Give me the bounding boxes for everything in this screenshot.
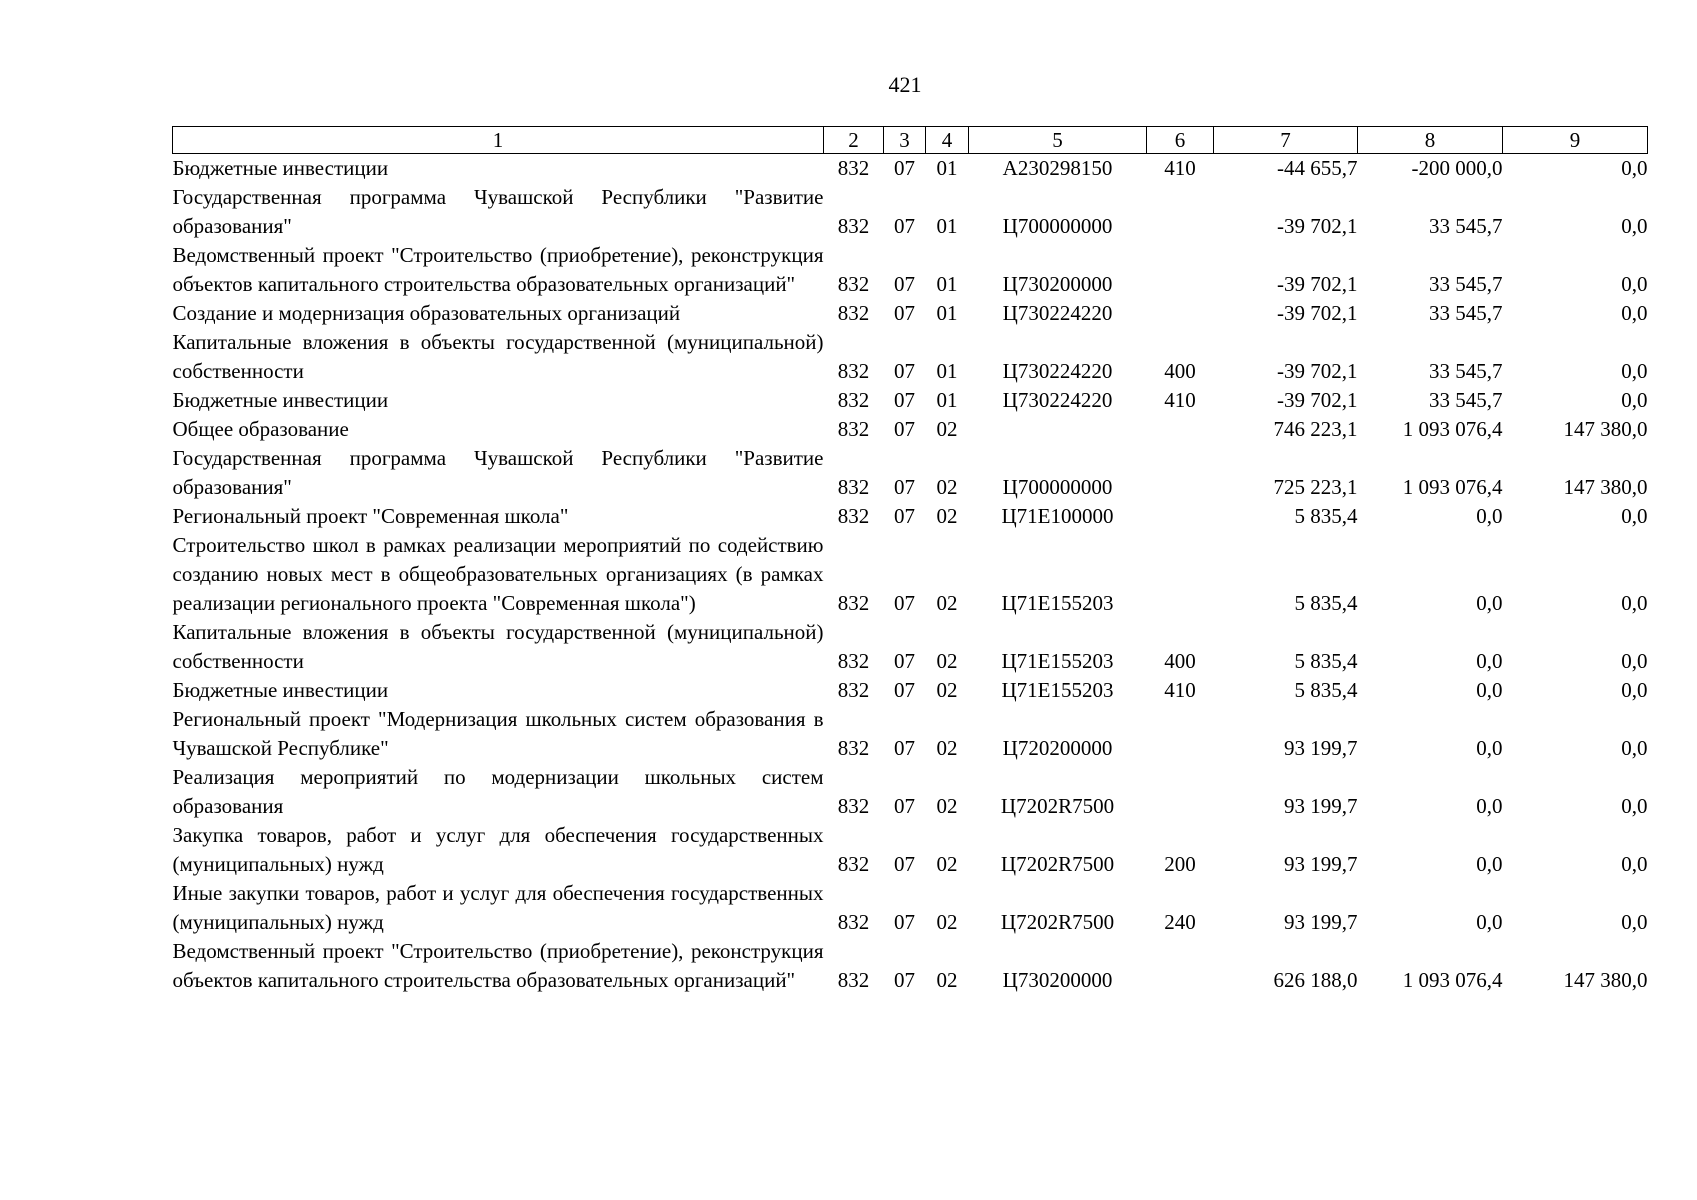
row-target-item: Ц7202R7500 <box>1000 910 1115 934</box>
row-description: Региональный проект "Модернизация школьных систем образования в Чувашской Республике" <box>172 707 824 760</box>
row-target-item: Ц71Е100000 <box>1001 504 1114 528</box>
row-expense-type: 400 <box>1164 359 1196 383</box>
row-code-section: 07 <box>894 156 915 180</box>
row-amount-8: 0,0 <box>1476 678 1503 702</box>
row-expense-type <box>1147 502 1214 531</box>
row-amount-7: 93 199,7 <box>1284 852 1358 876</box>
row-expense-type <box>1147 241 1214 299</box>
row-code-ministry: 832 <box>837 736 870 760</box>
row-code-section: 07 <box>894 388 915 412</box>
row-description: Строительство школ в рамках реализации мероприятий по содействию созданию новых мест в общеобразовательных организациях (в рамках реализации регионального проекта "Современная школа") <box>172 533 824 615</box>
row-target-item: Ц7202R7500 <box>1000 794 1115 818</box>
row-code-subsection: 02 <box>936 678 958 702</box>
row-code-section: 07 <box>894 910 915 934</box>
row-amount-8: 1 093 076,4 <box>1402 968 1503 992</box>
row-code-subsection: 02 <box>936 968 958 992</box>
row-description: Государственная программа Чувашской Республики "Развитие образования" <box>172 185 824 238</box>
row-code-ministry: 832 <box>837 301 870 325</box>
row-code-ministry: 832 <box>837 968 870 992</box>
table-row <box>173 386 1648 415</box>
row-description: Ведомственный проект "Строительство (приобретение), реконструкция объектов капитального строительства образовательных организаций" <box>172 939 824 992</box>
row-description: Капитальные вложения в объекты государственной (муниципальной) собственности <box>172 620 824 673</box>
row-target-item: Ц730224220 <box>1002 388 1113 412</box>
row-amount-7: -39 702,1 <box>1277 359 1358 383</box>
row-code-ministry: 832 <box>837 388 870 412</box>
row-code-subsection: 01 <box>936 214 958 238</box>
row-description: Закупка товаров, работ и услуг для обеспечения государственных (муниципальных) нужд <box>172 823 824 876</box>
row-amount-7: 5 835,4 <box>1294 504 1358 528</box>
row-expense-type <box>1147 183 1214 241</box>
row-expense-type: 240 <box>1164 910 1196 934</box>
row-code-subsection: 01 <box>936 156 958 180</box>
row-target-item: Ц730224220 <box>1002 359 1113 383</box>
table-row <box>173 328 1648 386</box>
row-amount-8: 33 545,7 <box>1429 214 1503 238</box>
row-code-subsection: 01 <box>936 272 958 296</box>
header-row <box>173 127 1648 154</box>
table-row <box>173 618 1648 676</box>
row-amount-8: 33 545,7 <box>1429 272 1503 296</box>
table-row <box>173 879 1648 937</box>
row-code-section: 07 <box>894 475 915 499</box>
row-expense-type <box>1147 444 1214 502</box>
table-row <box>173 821 1648 879</box>
row-description: Региональный проект "Современная школа" <box>172 504 569 528</box>
row-code-ministry: 832 <box>837 591 870 615</box>
column-header-8: 8 <box>1358 127 1503 154</box>
row-amount-7: 5 835,4 <box>1294 649 1358 673</box>
row-amount-9: 0,0 <box>1621 852 1648 876</box>
row-code-section: 07 <box>894 214 915 238</box>
row-amount-9: 0,0 <box>1621 156 1648 180</box>
row-code-subsection: 02 <box>936 475 958 499</box>
row-amount-9: 0,0 <box>1621 794 1648 818</box>
row-amount-7: 93 199,7 <box>1284 736 1358 760</box>
row-amount-7: 93 199,7 <box>1284 794 1358 818</box>
row-code-ministry: 832 <box>837 504 870 528</box>
row-description: Создание и модернизация образовательных организаций <box>172 301 681 325</box>
row-amount-7: -39 702,1 <box>1277 388 1358 412</box>
row-target-item: Ц7202R7500 <box>1000 852 1115 876</box>
row-amount-8: 1 093 076,4 <box>1402 475 1503 499</box>
row-code-ministry: 832 <box>837 649 870 673</box>
row-code-section: 07 <box>894 359 915 383</box>
row-code-section: 07 <box>894 504 915 528</box>
row-expense-type: 410 <box>1164 388 1196 412</box>
row-target-item: Ц730200000 <box>1002 272 1113 296</box>
row-target-item: Ц71Е155203 <box>1001 649 1114 673</box>
row-amount-7: -39 702,1 <box>1277 301 1358 325</box>
table-row <box>173 937 1648 995</box>
row-description: Бюджетные инвестиции <box>172 678 389 702</box>
row-code-subsection: 01 <box>936 359 958 383</box>
row-target-item: Ц71Е155203 <box>1001 678 1114 702</box>
table-row <box>173 444 1648 502</box>
row-code-subsection: 02 <box>936 736 958 760</box>
row-amount-8: 33 545,7 <box>1429 388 1503 412</box>
row-target-item: Ц700000000 <box>1002 214 1113 238</box>
row-description: Бюджетные инвестиции <box>172 388 389 412</box>
row-code-subsection: 02 <box>936 591 958 615</box>
row-amount-7: -39 702,1 <box>1277 272 1358 296</box>
row-amount-8: 0,0 <box>1476 910 1503 934</box>
table-row <box>173 705 1648 763</box>
row-code-ministry: 832 <box>837 852 870 876</box>
row-code-section: 07 <box>894 301 915 325</box>
row-code-subsection: 02 <box>936 649 958 673</box>
row-code-subsection: 02 <box>936 910 958 934</box>
row-expense-type <box>1147 705 1214 763</box>
row-description: Иные закупки товаров, работ и услуг для обеспечения государственных (муниципальных) нужд <box>172 881 824 934</box>
table-row <box>173 502 1648 531</box>
row-expense-type <box>1147 299 1214 328</box>
row-code-section: 07 <box>894 736 915 760</box>
row-code-subsection: 01 <box>936 388 958 412</box>
row-target-item: Ц730224220 <box>1002 301 1113 325</box>
row-amount-7: 746 223,1 <box>1273 417 1358 441</box>
column-header-2: 2 <box>824 127 884 154</box>
row-amount-9: 147 380,0 <box>1563 968 1648 992</box>
row-code-ministry: 832 <box>837 272 870 296</box>
row-amount-8: 1 093 076,4 <box>1402 417 1503 441</box>
row-code-section: 07 <box>894 794 915 818</box>
table-row <box>173 154 1648 184</box>
table-row <box>173 183 1648 241</box>
page-number: 421 <box>888 72 922 97</box>
row-code-subsection: 01 <box>936 301 958 325</box>
table-row <box>173 531 1648 618</box>
row-target-item: Ц730200000 <box>1002 968 1113 992</box>
row-amount-9: 0,0 <box>1621 736 1648 760</box>
row-expense-type <box>1147 415 1214 444</box>
row-amount-9: 147 380,0 <box>1563 475 1648 499</box>
table-body <box>173 154 1648 996</box>
row-amount-9: 0,0 <box>1621 359 1648 383</box>
row-code-subsection: 02 <box>936 852 958 876</box>
column-header-7: 7 <box>1214 127 1358 154</box>
budget-table <box>172 126 1648 995</box>
row-amount-8: 0,0 <box>1476 736 1503 760</box>
row-target-item: А230298150 <box>1002 156 1113 180</box>
row-amount-8: 33 545,7 <box>1429 359 1503 383</box>
row-description: Бюджетные инвестиции <box>172 156 389 180</box>
row-description: Реализация мероприятий по модернизации школьных систем образования <box>172 765 824 818</box>
row-description: Ведомственный проект "Строительство (приобретение), реконструкция объектов капитального строительства образовательных организаций" <box>172 243 824 296</box>
column-header-6: 6 <box>1147 127 1214 154</box>
row-expense-type: 410 <box>1164 678 1196 702</box>
row-expense-type: 400 <box>1164 649 1196 673</box>
row-amount-9: 0,0 <box>1621 910 1648 934</box>
row-amount-7: -44 655,7 <box>1277 156 1358 180</box>
row-code-ministry: 832 <box>837 417 870 441</box>
row-code-subsection: 02 <box>936 417 958 441</box>
row-description: Государственная программа Чувашской Республики "Развитие образования" <box>172 446 824 499</box>
row-expense-type <box>1147 763 1214 821</box>
row-amount-9: 0,0 <box>1621 678 1648 702</box>
row-description: Капитальные вложения в объекты государственной (муниципальной) собственности <box>172 330 824 383</box>
row-amount-9: 0,0 <box>1621 504 1648 528</box>
row-amount-7: -39 702,1 <box>1277 214 1358 238</box>
column-header-4: 4 <box>926 127 969 154</box>
row-amount-8: 0,0 <box>1476 649 1503 673</box>
row-amount-7: 5 835,4 <box>1294 591 1358 615</box>
row-expense-type <box>1147 937 1214 995</box>
column-header-1: 1 <box>173 127 824 154</box>
row-expense-type: 200 <box>1164 852 1196 876</box>
table-row <box>173 241 1648 299</box>
row-amount-8: 0,0 <box>1476 591 1503 615</box>
row-amount-8: 33 545,7 <box>1429 301 1503 325</box>
row-amount-9: 0,0 <box>1621 388 1648 412</box>
row-amount-8: 0,0 <box>1476 504 1503 528</box>
table-row <box>173 763 1648 821</box>
row-amount-9: 0,0 <box>1621 649 1648 673</box>
row-target-item <box>969 415 1147 444</box>
row-code-ministry: 832 <box>837 910 870 934</box>
row-code-section: 07 <box>894 417 915 441</box>
row-amount-7: 626 188,0 <box>1273 968 1358 992</box>
row-amount-9: 147 380,0 <box>1563 417 1648 441</box>
row-code-section: 07 <box>894 591 915 615</box>
row-expense-type: 410 <box>1164 156 1196 180</box>
row-amount-8: 0,0 <box>1476 794 1503 818</box>
table-row <box>173 676 1648 705</box>
row-amount-8: -200 000,0 <box>1411 156 1503 180</box>
row-code-section: 07 <box>894 852 915 876</box>
row-code-ministry: 832 <box>837 156 870 180</box>
row-amount-7: 5 835,4 <box>1294 678 1358 702</box>
row-expense-type <box>1147 531 1214 618</box>
row-code-section: 07 <box>894 649 915 673</box>
row-code-ministry: 832 <box>837 678 870 702</box>
row-code-ministry: 832 <box>837 475 870 499</box>
row-amount-7: 725 223,1 <box>1273 475 1358 499</box>
row-code-section: 07 <box>894 968 915 992</box>
row-target-item: Ц720200000 <box>1002 736 1113 760</box>
row-target-item: Ц71Е155203 <box>1001 591 1114 615</box>
row-code-ministry: 832 <box>837 794 870 818</box>
row-code-section: 07 <box>894 678 915 702</box>
row-amount-9: 0,0 <box>1621 301 1648 325</box>
row-code-ministry: 832 <box>837 359 870 383</box>
column-header-3: 3 <box>884 127 926 154</box>
row-amount-9: 0,0 <box>1621 272 1648 296</box>
row-code-ministry: 832 <box>837 214 870 238</box>
row-amount-8: 0,0 <box>1476 852 1503 876</box>
row-code-subsection: 02 <box>936 504 958 528</box>
row-amount-9: 0,0 <box>1621 591 1648 615</box>
table-row <box>173 299 1648 328</box>
row-description: Общее образование <box>172 417 349 441</box>
column-header-9: 9 <box>1503 127 1648 154</box>
row-target-item: Ц700000000 <box>1002 475 1113 499</box>
column-header-5: 5 <box>969 127 1147 154</box>
row-code-section: 07 <box>894 272 915 296</box>
table-row <box>173 415 1648 444</box>
row-amount-9: 0,0 <box>1621 214 1648 238</box>
row-amount-7: 93 199,7 <box>1284 910 1358 934</box>
row-code-subsection: 02 <box>936 794 958 818</box>
